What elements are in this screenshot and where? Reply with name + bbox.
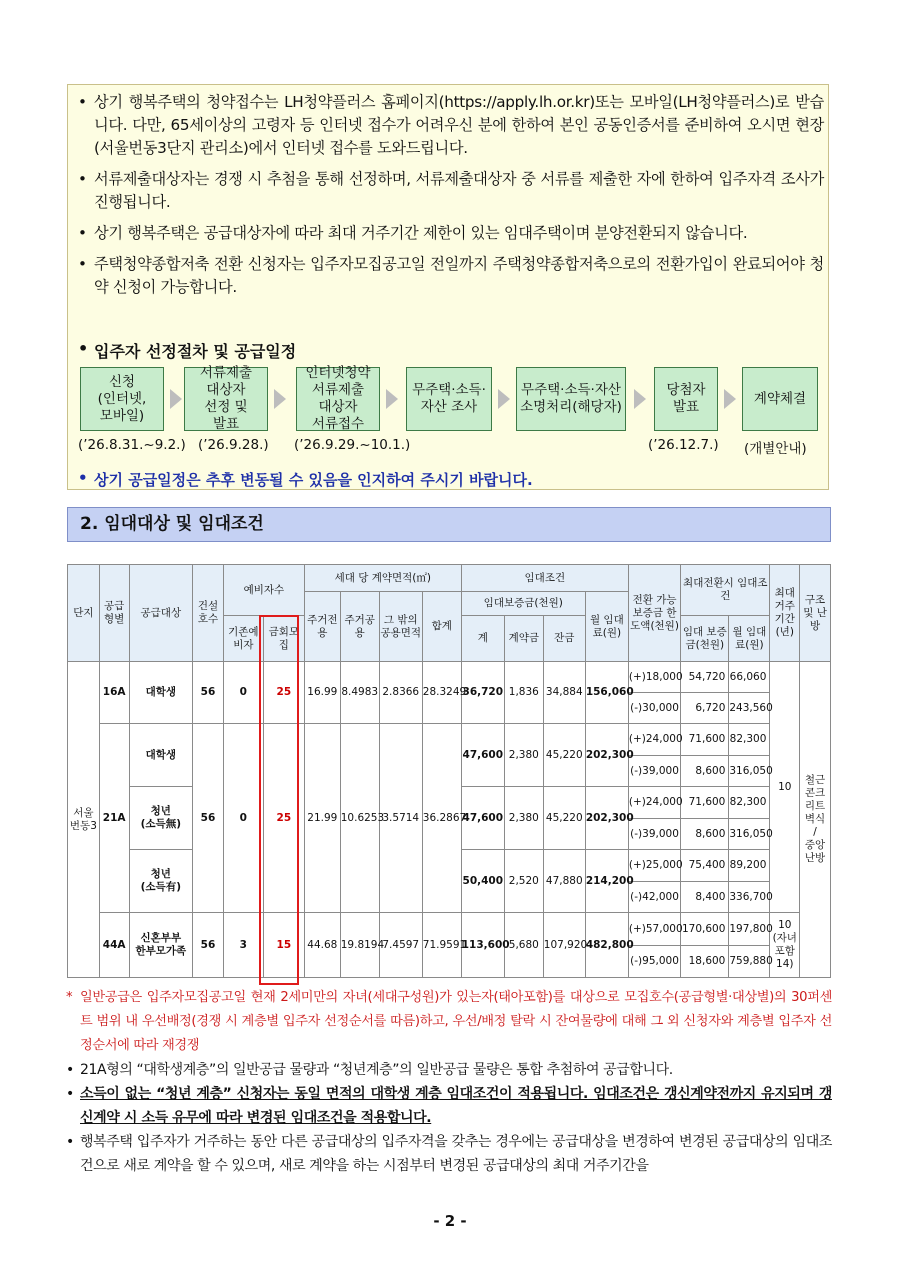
notice-box [67,84,829,490]
header-units: 건설호수 [193,565,224,662]
area-total-cell: 36.2867 [422,724,461,913]
danji-cell: 서울 번동3 [68,662,100,978]
conv-limit-cell: (-)39,000 [628,819,680,850]
header-max-monthly: 월 임대료(원) [729,616,770,662]
conv-limit-cell: (+)24,000 [628,787,680,819]
area-total-cell: 28.3249 [422,662,461,724]
dep-total-cell: 113,600 [461,913,504,978]
max-period-cell: 10 [770,662,800,913]
area-common-cell: 8.4983 [340,662,379,724]
header-conv-limit: 전환 가능 보증금 한도액(천원) [628,565,680,662]
type-cell: 44A [99,913,129,978]
header-max-conv: 최대전환시 임대조건 [681,565,770,616]
max-monthly-cell: 316,050 [729,819,770,850]
max-deposit-cell: 8,600 [681,819,729,850]
header-rent-cond: 임대조건 [461,565,628,592]
rent-table [67,564,831,978]
dep-balance-cell: 34,884 [543,662,585,724]
dep-total-cell: 47,600 [461,724,504,787]
arrow-icon [274,389,286,409]
header-target: 공급대상 [129,565,193,662]
header-area-private: 주거전용 [304,592,340,662]
header-dep-contract: 계약금 [504,616,543,662]
conv-limit-cell: (-)30,000 [628,693,680,724]
reserve-this-cell: 25 [263,662,304,724]
selection-title: • 입주자 선정절차 및 공급일정 [76,339,296,362]
max-monthly-cell: 316,050 [729,756,770,787]
dep-balance-cell: 45,220 [543,724,585,787]
dep-contract-cell: 2,520 [504,850,543,913]
area-total-cell: 71.9591 [422,913,461,978]
max-deposit-cell: 75,400 [681,850,729,882]
units-cell: 56 [193,724,224,913]
footnote-change-target: • 행복주택 입주자가 거주하는 동안 다른 공급대상의 입주자격을 갖추는 경우에는 공급대상을 변경하여 변경된 공급대상의 임대조건으로 새로 계약을 할 수 있으며, 새로 계약을 하는 시점부터 변경된 공급대상의 최대 거주기간을 [66,1130,832,1178]
max-deposit-cell: 71,600 [681,787,729,819]
header-reserve-this: 금회모집 [263,616,304,662]
conv-limit-cell: (-)39,000 [628,756,680,787]
target-cell: 대학생 [129,724,193,787]
header-structure: 구조 및 난방 [800,565,831,662]
area-common-cell: 19.8194 [340,913,379,978]
monthly-cell: 214,200 [585,850,628,913]
step-announcement: 당첨자 발표 [654,367,718,431]
step-explanation: 무주택·소득·자산 소명처리(해당자) [516,367,626,431]
max-monthly-cell: 759,880 [729,946,770,978]
arrow-icon [724,389,736,409]
dep-contract-cell: 2,380 [504,724,543,787]
max-monthly-cell: 82,300 [729,724,770,756]
arrow-icon [498,389,510,409]
step-investigation: 무주택·소득· 자산 조사 [406,367,492,431]
notice-bullets [76,91,824,299]
target-cell: 신혼부부 한부모가족 [129,913,193,978]
schedule-note: • 상기 공급일정은 추후 변동될 수 있음을 인지하여 주시기 바랍니다. [76,469,533,490]
target-cell: 대학생 [129,662,193,724]
units-cell: 56 [193,913,224,978]
step-date: (’26.8.31.~9.2.) [78,437,186,453]
type-cell: 16A [99,662,129,724]
monthly-cell: 202,300 [585,787,628,850]
reserve-existing-cell: 0 [223,724,263,913]
reserve-this-cell: 25 [263,724,304,913]
max-monthly-cell: 89,200 [729,850,770,882]
header-area-total: 합계 [422,592,461,662]
arrow-icon [634,389,646,409]
conv-limit-cell: (+)24,000 [628,724,680,756]
step-date: (’26.12.7.) [648,437,719,453]
max-monthly-cell: 197,800 [729,913,770,946]
monthly-cell: 482,800 [585,913,628,978]
area-other-cell: 7.4597 [379,913,422,978]
target-cell: 청년 (소득無) [129,787,193,850]
max-deposit-cell: 54,720 [681,662,729,693]
max-monthly-cell: 82,300 [729,787,770,819]
header-dep-balance: 잔금 [543,616,585,662]
conv-limit-cell: (+)57,000 [628,913,680,946]
arrow-icon [170,389,182,409]
conv-limit-cell: (-)42,000 [628,882,680,913]
dep-contract-cell: 2,380 [504,787,543,850]
max-deposit-cell: 71,600 [681,724,729,756]
max-deposit-cell: 8,600 [681,756,729,787]
footnote-priority: * 일반공급은 입주자모집공고일 현재 2세미만의 자녀(세대구성원)가 있는자(태아포함)를 대상으로 모집호수(공급형별·대상별)의 30퍼센트 범위 내 우선배정(경쟁 시 계층별 입주자 선정순서를 따름)하고, 우선/배정 탈락 시 잔여물량에 대해 그 외 신청자와 계층별 입주자 선정순서에 따라 재경쟁 [66,986,832,1058]
max-monthly-cell: 243,560 [729,693,770,724]
dep-contract-cell: 5,680 [504,913,543,978]
max-deposit-cell: 8,400 [681,882,729,913]
notice-bullet: • 상기 행복주택의 청약접수는 LH청약플러스 홈페이지(https://apply.lh.or.kr)또는 모바일(LH청약플러스)로 받습니다. 다만, 65세이상의 고령자 등 인터넷 접수가 어려우신 분에 한하여 본인 공동인증서를 준비하여 오시면 현장(서울번동3단지 관리소)에서 인터넷 접수를 도와드립니다. [76,91,824,160]
target-cell: 청년 (소득有) [129,850,193,913]
reserve-existing-cell: 0 [223,662,263,724]
header-area-other: 그 밖의 공용면적 [379,592,422,662]
reserve-this-cell: 15 [263,913,304,978]
arrow-icon [386,389,398,409]
area-private-cell: 16.99 [304,662,340,724]
step-doc-receipt: 인터넷청약 서류제출 대상자 서류접수 [296,367,380,431]
header-danji: 단지 [68,565,100,662]
area-private-cell: 44.68 [304,913,340,978]
dep-balance-cell: 107,920 [543,913,585,978]
process-flow [80,367,820,433]
header-max-period: 최대거주기간(년) [770,565,800,662]
max-period-cell: 10 (자녀 포함 14) [770,913,800,978]
area-common-cell: 10.6253 [340,724,379,913]
header-dep-total: 계 [461,616,504,662]
dep-balance-cell: 47,880 [543,850,585,913]
dep-contract-cell: 1,836 [504,662,543,724]
page-number: - 2 - [433,1212,467,1230]
notice-bullet: • 서류제출대상자는 경쟁 시 추첨을 통해 선정하며, 서류제출대상자 중 서류를 제출한 자에 한하여 입주자격 조사가 진행됩니다. [76,168,824,214]
area-private-cell: 21.99 [304,724,340,913]
footnote-youth: • 소득이 없는 “청년 계층” 신청자는 동일 면적의 대학생 계층 임대조건이 적용됩니다. 임대조건은 갱신계약전까지 유지되며 갱신계약 시 소득 유무에 따라 변경된 임대조건을 적용합니다. [66,1082,832,1130]
max-monthly-cell: 66,060 [729,662,770,693]
dep-total-cell: 36,720 [461,662,504,724]
header-type: 공급형별 [99,565,129,662]
header-area-common: 주거공용 [340,592,379,662]
max-monthly-cell: 336,700 [729,882,770,913]
dep-total-cell: 47,600 [461,787,504,850]
monthly-cell: 156,060 [585,662,628,724]
header-area: 세대 당 계약면적(㎡) [304,565,461,592]
step-contract: 계약체결 [742,367,818,431]
step-apply: 신청 (인터넷, 모바일) [80,367,164,431]
units-cell: 56 [193,662,224,724]
notice-bullet: • 상기 행복주택은 공급대상자에 따라 최대 거주기간 제한이 있는 임대주택이며 분양전환되지 않습니다. [76,222,824,245]
header-max-deposit: 임대 보증금(천원) [681,616,729,662]
type-cell: 21A [99,724,129,913]
header-deposit: 임대보증금(천원) [461,592,585,616]
conv-limit-cell: (-)95,000 [628,946,680,978]
section-title: 2. 임대대상 및 임대조건 [67,507,831,542]
conv-limit-cell: (+)18,000 [628,662,680,693]
header-monthly: 월 임대료(원) [585,592,628,662]
max-deposit-cell: 18,600 [681,946,729,978]
max-deposit-cell: 6,720 [681,693,729,724]
monthly-cell: 202,300 [585,724,628,787]
header-reserve: 예비자수 [223,565,304,616]
dep-total-cell: 50,400 [461,850,504,913]
step-date: (’26.9.29.~10.1.) [294,437,411,453]
dep-balance-cell: 45,220 [543,787,585,850]
conv-limit-cell: (+)25,000 [628,850,680,882]
step-date: (개별안내) [744,441,807,457]
step-doc-selection: 서류제출 대상자 선정 및 발표 [184,367,268,431]
header-reserve-existing: 기존예비자 [223,616,263,662]
step-date: (’26.9.28.) [198,437,269,453]
area-other-cell: 3.5714 [379,724,422,913]
area-other-cell: 2.8366 [379,662,422,724]
notice-bullet: • 주택청약종합저축 전환 신청자는 입주자모집공고일 전일까지 주택청약종합저축으로의 전환가입이 완료되어야 청약 신청이 가능합니다. [76,253,824,299]
max-deposit-cell: 170,600 [681,913,729,946]
structure-cell: 철근 콘크 리트 벽식 / 중앙 난방 [800,662,831,978]
reserve-existing-cell: 3 [223,913,263,978]
footnote-integrated: • 21A형의 “대학생계층”의 일반공급 물량과 “청년계층”의 일반공급 물량은 통합 추첨하여 공급합니다. [66,1058,832,1082]
